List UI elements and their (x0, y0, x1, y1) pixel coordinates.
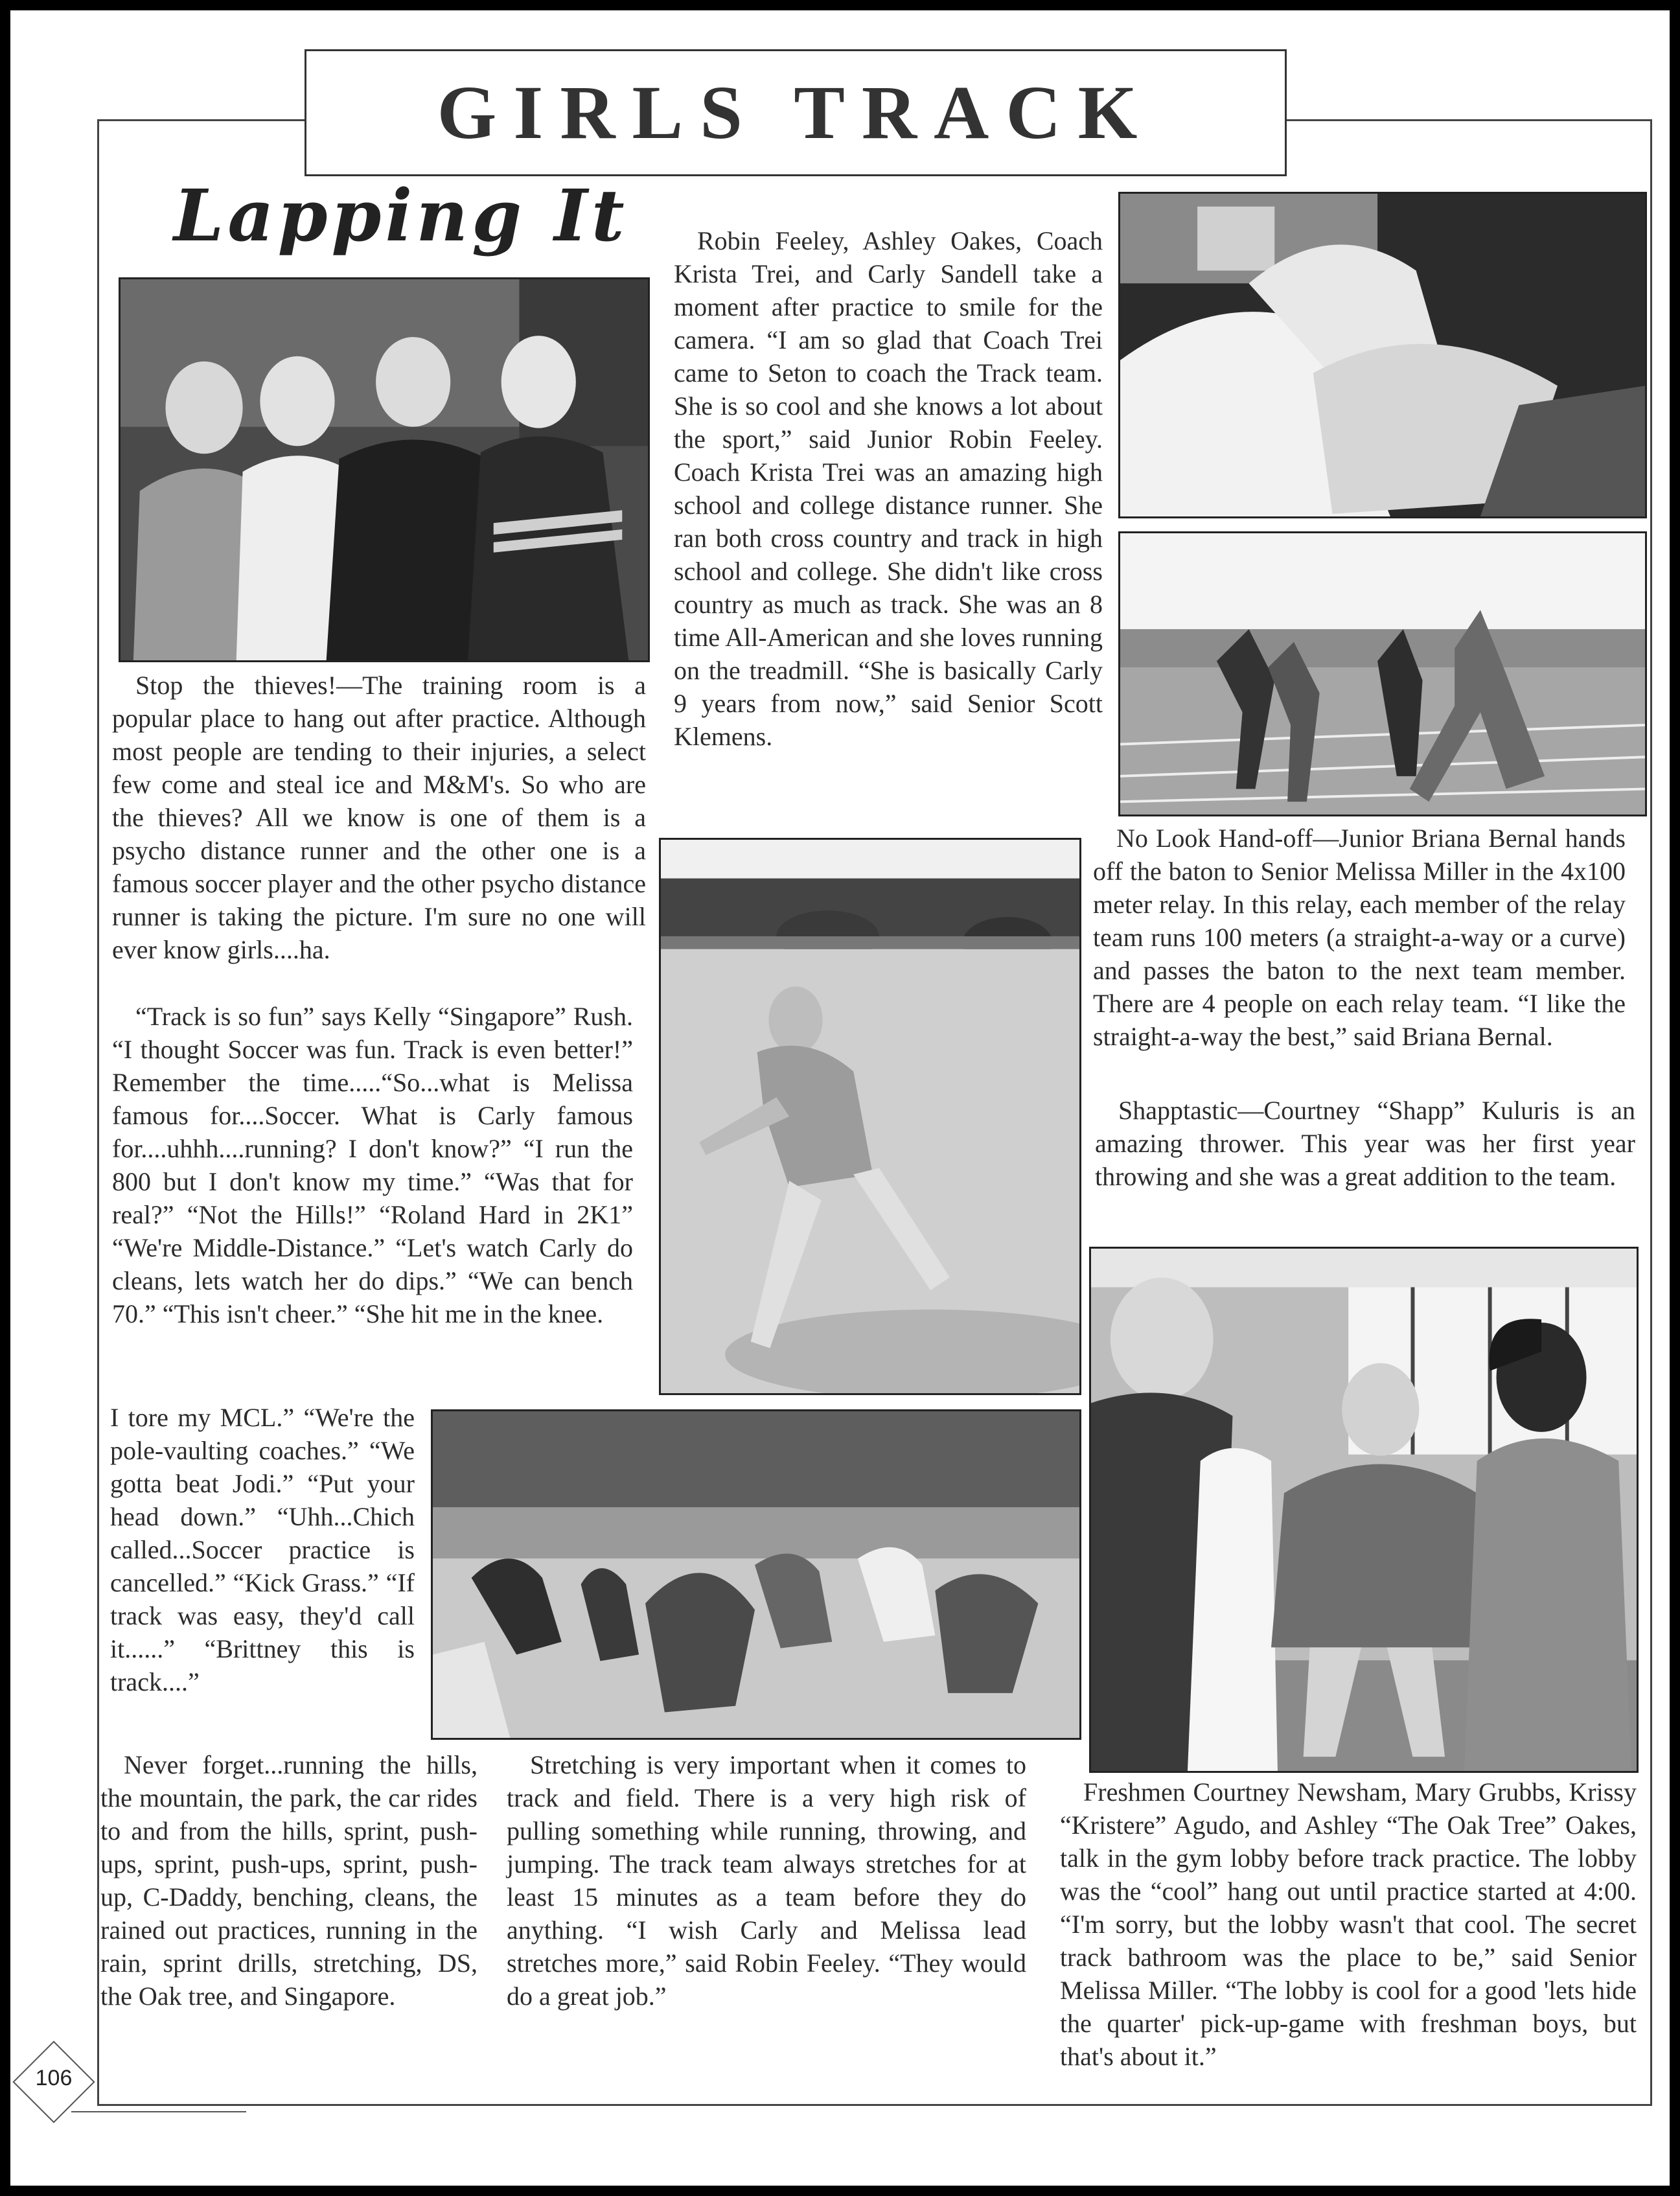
page-number: 106 (35, 2066, 73, 2090)
article-shapp (1095, 1094, 1635, 1193)
article-quotes-lead: “Track is so fun” says Kelly “Singapore” Rush. “I thought Soccer was fun. Track is even better!” Remember the time.....“So...what is Melissa famous for....Soccer. What is Carly famous for....uhhh....running? I don't know?” “I run the 800 but I don't know my time.” “Was that for real?” “Not the Hills!” “Roland Hard in 2K1” “We're Middle-Distance.” “Let's watch Carly do cleans, lets watch her do dips.” “We can bench 70.” “This isn't cheer.” “She hit me in the knee. (112, 1002, 633, 1328)
footer-rule (71, 2111, 246, 2112)
article-quotes (112, 1000, 633, 1330)
article-shapp-text: Shapptastic—Courtney “Shapp” Kuluris is an amazing thrower. This year was her first year throwing and she was a great addition to the team. (1095, 1096, 1635, 1191)
page-subtitle: Lapping It (174, 174, 628, 257)
photo-relay-handoff (1118, 531, 1647, 816)
photo-shot-put-thrower (659, 838, 1081, 1395)
title-box (305, 49, 1287, 176)
article-handoff-text: No Look Hand-off—Junior Briana Bernal hands off the baton to Senior Melissa Miller in the 4x100 meter relay. In this relay, each member of the relay team runs 100 meters (a straight-a-way or a curve) and passes the baton to the next team member. There are 4 people on each relay team. “I like the straight-a-way the best,” said Briana Bernal. (1093, 824, 1626, 1051)
photo-team-stretching (431, 1409, 1081, 1740)
photo-candy-bag (1118, 192, 1647, 518)
article-coach-text: Robin Feeley, Ashley Oakes, Coach Krista Trei, and Carly Sandell take a moment after practice to smile for the camera. “I am so glad that Coach Trei came to Seton to coach the Track team. She is so cool and she knows a lot about the sport,” said Junior Robin Feeley. Coach Krista Trei was an amazing high school and college distance runner. She ran both cross country and track in high school and college. She didn't like cross country as much as track. She was an 8 time All-American and she loves running on the treadmill. “She is basically Carly 9 years from now,” said Senior Scott Klemens. (674, 226, 1103, 751)
photo-gym-lobby (1089, 1247, 1639, 1773)
article-stretching (507, 1748, 1026, 2013)
page-title: GIRLS TRACK (437, 70, 1155, 155)
article-never-forget (100, 1748, 478, 2013)
article-handoff (1093, 822, 1626, 1053)
article-quotes-wrap-text: I tore my MCL.” “We're the pole-vaulting coaches.” “We gotta beat Jodi.” “Put your head down.” “Uhh...Chich called...Soccer practice is cancelled.” “Kick Grass.” “If track was easy, they'd call it......” “Brittney this is track....” (110, 1403, 415, 1696)
article-lobby (1060, 1775, 1637, 2073)
article-stretching-text: Stretching is very important when it comes to track and field. There is a very high risk of pulling something while running, throwing, and jumping. The track team always stretches for at least 15 minutes as a team before they do anything. “I wish Carly and Melissa lead stretches more,” said Robin Feeley. “They would do a great job.” (507, 1750, 1026, 2011)
article-quotes-wrap (110, 1401, 415, 1698)
photo-four-girls (119, 277, 650, 662)
article-never-forget-text: Never forget...running the hills, the mountain, the park, the car rides to and from the hills, sprint, push-ups, sprint, push-ups, sprint, push-up, C-Daddy, benching, cleans, the rained out practices, running in the rain, sprint drills, stretching, DS, the Oak tree, and Singapore. (100, 1750, 478, 2011)
article-thieves (112, 669, 646, 966)
article-lobby-text: Freshmen Courtney Newsham, Mary Grubbs, Krissy “Kristere” Agudo, and Ashley “The Oak Tree” Oakes, talk in the gym lobby before track practice. The lobby was the “cool” hang out until practice started at 4:00. “I'm sorry, but the lobby wasn't that cool. The secret track bathroom was the place to be,” said Senior Melissa Miller. “The lobby is cool for a good 'lets hide the quarter' pick-up-game with freshman boys, but that's about it.” (1060, 1777, 1637, 2071)
article-coach (674, 224, 1103, 753)
article-thieves-text: Stop the thieves!—The training room is a popular place to hang out after practice. Although most people are tending to their injuries, a select few come and steal ice and M&M's. So who are the thieves? All we know is one of them is a psycho distance runner and the other one is a famous soccer player and the other psycho distance runner is taking the picture. I'm sure no one will ever know girls....ha. (112, 671, 646, 964)
